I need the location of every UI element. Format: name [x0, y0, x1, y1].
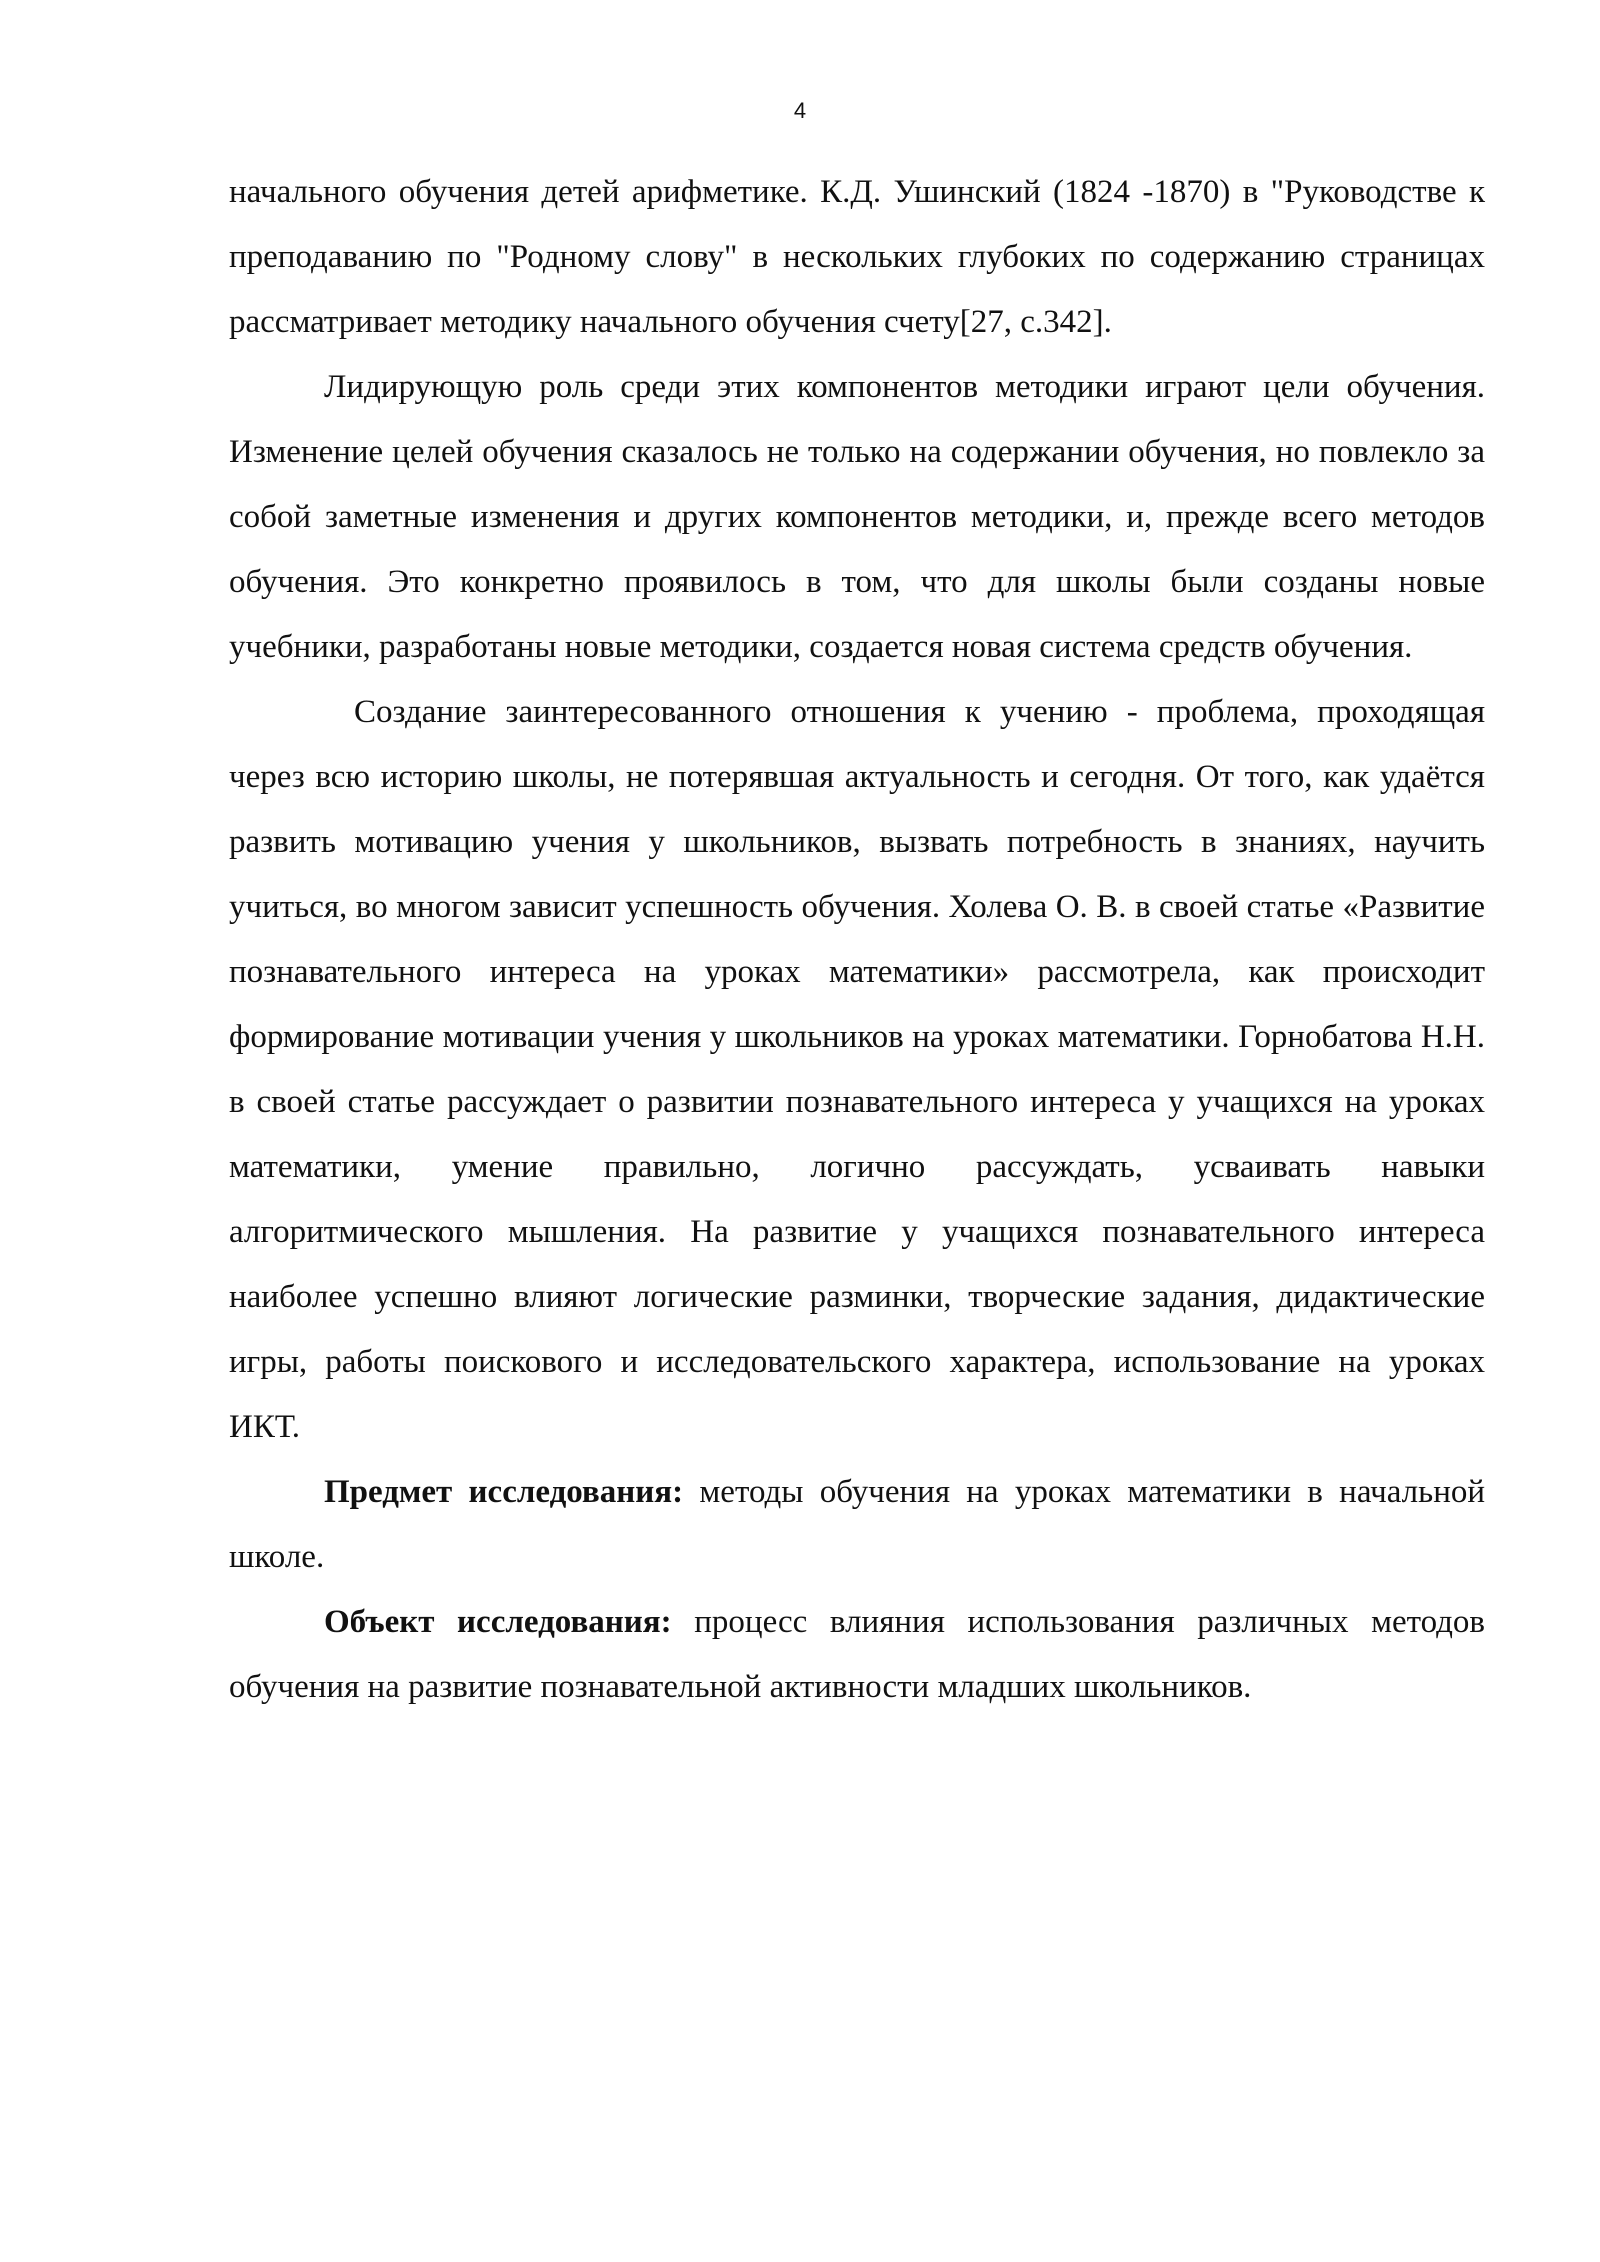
- research-object-text: процесс влияния использования различных методов обучения на развитие познавательной активности младших школьников.: [229, 1604, 1486, 1705]
- document-body: [229, 160, 1485, 1720]
- research-subject-text: методы обучения на уроках математики в начальной школе.: [229, 1474, 1486, 1575]
- research-subject: [229, 1460, 1485, 1590]
- paragraph-continuation: начального обучения детей арифметике. К.Д. Ушинский (1824 -1870) в "Руководстве к преподаванию по "Родному слову" в нескольких глубоких по содержанию страницах рассматривает методику начального обучения счету[27, с.342].: [229, 174, 1485, 340]
- research-object: [229, 1590, 1485, 1720]
- paragraph-motivation: Создание заинтересованного отношения к учению - проблема, проходящая через всю историю школы, не потерявшая актуальность и сегодня. От того, как удаётся развить мотивацию учения у школьников, вызвать потребность в знаниях, научить учиться, во многом зависит успешность обучения. Холева О. В. в своей статье «Развитие познавательного интереса на уроках математики» рассмотрела, как происходит формирование мотивации учения у школьников на уроках математики. Горнобатова Н.Н. в своей статье рассуждает о развитии познавательного интереса у учащихся на уроках математики, умение правильно, логично рассуждать, усваивать навыки алгоритмического мышления. На развитие у учащихся познавательного интереса наиболее успешно влияют логические разминки, творческие задания, дидактические игры, работы поискового и исследовательского характера, использование на уроках ИКТ.: [229, 694, 1485, 1445]
- research-object-term: Объект исследования:: [324, 1604, 672, 1640]
- paragraph-methodology-goals: Лидирующую роль среди этих компонентов методики играют цели обучения. Изменение целей обучения сказалось не только на содержании обучения, но повлекло за собой заметные изменения и других компонентов методики, и, прежде всего методов обучения. Это конкретно проявилось в том, что для школы были созданы новые учебники, разработаны новые методики, создается новая система средств обучения.: [229, 369, 1485, 665]
- page-number: 4: [793, 98, 807, 123]
- research-subject-term: Предмет исследования:: [324, 1474, 684, 1510]
